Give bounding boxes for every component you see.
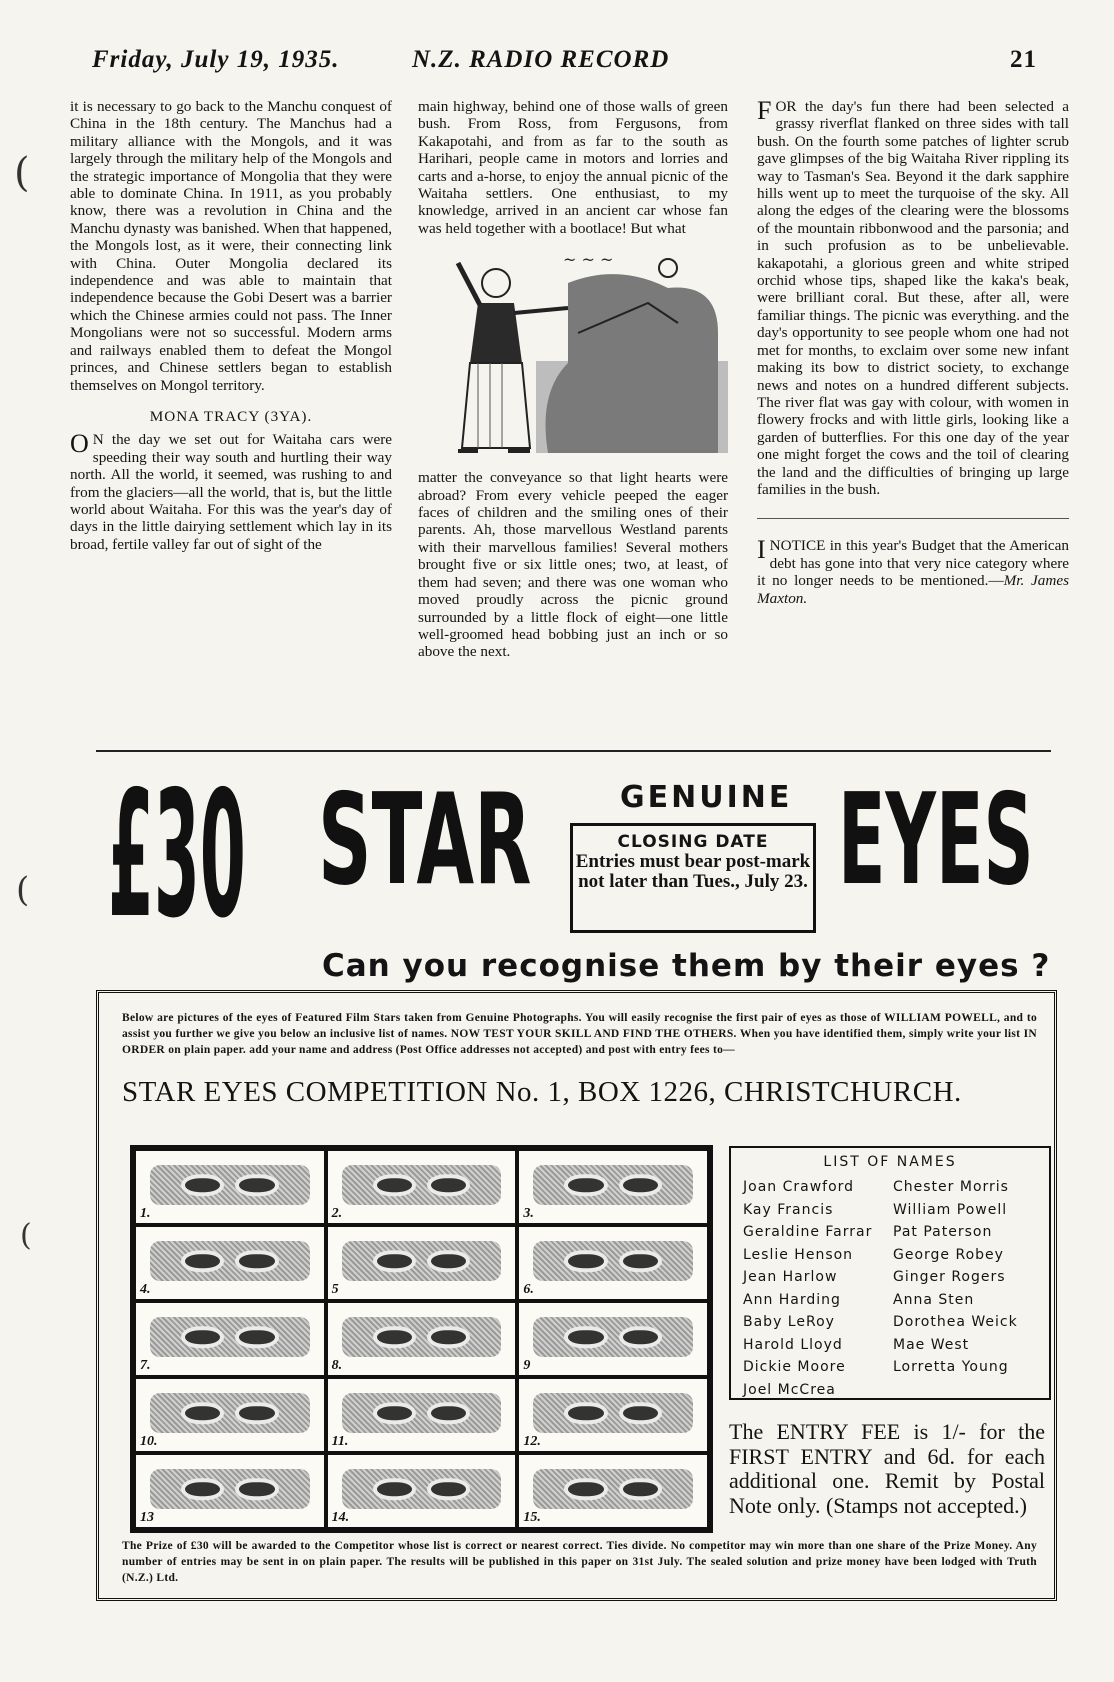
eye-icon bbox=[568, 1254, 603, 1268]
eye-photo bbox=[150, 1317, 310, 1357]
names-column-left bbox=[743, 1176, 872, 1401]
closing-date-text: Entries must bear post-mark not later than Tues., July 23. bbox=[575, 851, 811, 892]
film-star-name: William Powell bbox=[893, 1201, 1008, 1218]
eye-icon bbox=[185, 1482, 220, 1496]
eye-icon bbox=[239, 1406, 274, 1420]
eye-icon bbox=[377, 1330, 412, 1344]
eye-icon bbox=[185, 1178, 220, 1192]
eye-icon bbox=[431, 1482, 466, 1496]
eye-photo-cell bbox=[517, 1149, 709, 1225]
eye-icon bbox=[185, 1254, 220, 1268]
eye-photo bbox=[533, 1241, 693, 1281]
svg-text:~ ~ ~: ~ ~ ~ bbox=[563, 250, 614, 270]
eye-icon bbox=[568, 1482, 603, 1496]
eye-photo-number: 13 bbox=[140, 1510, 154, 1525]
eye-photo bbox=[342, 1165, 502, 1205]
film-star-name: Lorretta Young bbox=[893, 1359, 1009, 1375]
eye-photo-number: 9 bbox=[523, 1358, 531, 1373]
margin-bracket: ( bbox=[20, 1218, 32, 1253]
eye-photo-number: 15. bbox=[523, 1510, 541, 1525]
eye-icon bbox=[431, 1178, 466, 1192]
eye-photo bbox=[342, 1317, 502, 1357]
film-star-name: Pat Paterson bbox=[893, 1224, 993, 1240]
eye-photo bbox=[342, 1241, 502, 1281]
woman-head bbox=[482, 269, 510, 297]
eye-photo-cell bbox=[326, 1149, 518, 1225]
eye-photo-number: 4. bbox=[140, 1282, 151, 1297]
drop-cap: O bbox=[70, 429, 89, 459]
eye-photo-cell bbox=[134, 1377, 326, 1453]
film-star-name: Jean Harlow bbox=[743, 1269, 838, 1285]
eye-icon bbox=[623, 1406, 658, 1420]
highway-paragraph: main highway, behind one of those walls of green bush. From Ross, from Fergusons, from Kakapotahi, and from as far to the south as Harihari, people came in motors and lorries and carts and a-horse, to enjoy the annual picnic of the Waitaha settlers. One enthusiast, to my knowledge, arrived in an ancient car whose fan was held together with a bootlace! But what bbox=[418, 98, 728, 237]
budget-text: NOTICE in this year's Budget that the American debt has gone into that very nice category where it no longer needs to be mentioned.— bbox=[757, 537, 1069, 590]
film-star-name: Harold Lloyd bbox=[743, 1336, 843, 1353]
competition-intro: Below are pictures of the eyes of Featured Film Stars taken from Genuine Photographs. You will easily recognise the first pair of eyes as those of WILLIAM POWELL, and to assist you further we give you below an inclusive list of names. NOW TEST YOUR SKILL AND FIND THE OTHERS. When you have identified them, simply write your list IN ORDER on plain paper. add your name and address (Post Office addresses not accepted) and post with entry fees to— bbox=[122, 1012, 1037, 1056]
conveyance-paragraph: matter the conveyance so that light hearts were abroad? From every vehicle peeped the eager faces of children and the smiling ones of their parents. Ah, those marvellous Westland parents with their marvellous families! Several mothers brought five or six little ones; two, at least, of them had seven; and there was one woman who moved proudly across the picnic ground surrounded by a little flock of eight—one little well-groomed head bobbing just an inch or so above the next. bbox=[418, 469, 728, 661]
film-star-name: George Robey bbox=[893, 1246, 1004, 1263]
eye-icon bbox=[377, 1178, 412, 1192]
film-star-name: Baby LeRoy bbox=[743, 1314, 835, 1330]
eye-icon bbox=[623, 1330, 658, 1344]
genuine-label: GENUINE bbox=[620, 780, 793, 815]
film-star-name: Anna Sten bbox=[893, 1291, 975, 1308]
eye-photo bbox=[150, 1469, 310, 1509]
eye-photo-number: 8. bbox=[331, 1358, 343, 1373]
eye-photo-number: 12. bbox=[523, 1434, 541, 1449]
prize-rules: The Prize of £30 will be awarded to the Competitor whose list is correct or nearest correct. Ties divide. No competitor may win more than one share of the Prize Money. Any number of entries may be sent in on plain paper. The results will be published in this paper on 31st July. The sealed solution and prize money have been lodged with Truth (N.Z.) Ltd. bbox=[122, 1540, 1037, 1584]
eye-photo-cell bbox=[134, 1149, 326, 1225]
bush-shape bbox=[546, 274, 719, 453]
eye-photo bbox=[533, 1165, 693, 1205]
eye-photo-cell bbox=[326, 1301, 518, 1377]
woman-apron bbox=[462, 363, 530, 448]
eye-icon bbox=[568, 1406, 603, 1420]
eye-icon bbox=[239, 1254, 274, 1268]
film-star-name: Dickie Moore bbox=[743, 1359, 846, 1375]
eye-photo-number: 11. bbox=[331, 1434, 349, 1449]
eye-photo-cell bbox=[134, 1225, 326, 1301]
eye-icon bbox=[377, 1482, 412, 1496]
ad-tagline: Can you recognise them by their eyes ? bbox=[322, 948, 1051, 984]
eye-photo-cell bbox=[134, 1301, 326, 1377]
names-column-right bbox=[893, 1176, 1018, 1379]
eye-photo-cell bbox=[517, 1377, 709, 1453]
eye-icon bbox=[377, 1406, 412, 1420]
byline-mona-tracy: MONA TRACY (3YA). bbox=[149, 407, 313, 425]
eye-photo bbox=[150, 1241, 310, 1281]
margin-bracket: ( bbox=[14, 150, 30, 196]
eye-photo-cell bbox=[326, 1225, 518, 1301]
article-column-1 bbox=[70, 98, 392, 553]
competition-address: STAR EYES COMPETITION No. 1, BOX 1226, CHRISTCHURCH. bbox=[122, 1076, 962, 1108]
film-star-name: Dorothea Weick bbox=[893, 1314, 1018, 1330]
eye-icon bbox=[431, 1330, 466, 1344]
eye-icon bbox=[568, 1178, 603, 1192]
eye-photo-number: 2. bbox=[331, 1206, 343, 1221]
eye-icon bbox=[431, 1406, 466, 1420]
film-star-name: Mae West bbox=[893, 1336, 970, 1353]
page-number: 21 bbox=[1010, 46, 1037, 73]
waitaha-text: N the day we set out for Waitaha cars were speeding their way south and hurtling their way north. All the world, it seemed, was rushing to and from the glaciers—all the world, that is, but the little world about Waitaha. For this was the year's day of days in the little dairying settlement which lay in its broad, fertile valley far out of sight of the bbox=[70, 431, 392, 553]
film-star-name: Ann Harding bbox=[743, 1291, 841, 1308]
film-star-name: Ginger Rogers bbox=[893, 1269, 1006, 1285]
closing-date-title: CLOSING DATE bbox=[617, 832, 769, 852]
eye-photo-number: 1. bbox=[140, 1206, 151, 1221]
star-heading: STAR bbox=[318, 767, 532, 914]
eye-icon bbox=[185, 1330, 220, 1344]
picnic-text: OR the day's fun there had been selected a grassy riverflat flanked on three sides with tall bush. On the fourth some patches of lighter scrub gave glimpses of the big Waitaha River rippling its way to Tasman's Sea. Beyond it the dark sapphire hills went up to meet the turquoise of the sky. All along the edges of the clearing were the blossoms of the mountain ribbonwood and the parsonia; and in such profusion as to be unbelievable. kakapotahi, a glorious green and white striped orchid whose tips, shaped like the kaka's beak, were brilliant coral. But these, after all, were familiar things. The picnic was everything. and the day's opportunity to see people whom one had not met for months, to exclaim over some new infant making its bow to district society, to exchange news and notes on a hundred different subjects. The river flat was gay with colour, with women in flowery frocks and with little girls, looking like a garden of butterflies. For this one day of the year one might forget the cows and the toil of clearing the land and the difficulties of bringing up large families in the bush. bbox=[757, 98, 1069, 498]
eye-photo bbox=[150, 1165, 310, 1205]
eye-icon bbox=[239, 1482, 274, 1496]
mongolia-paragraph: it is necessary to go back to the Manchu conquest of China in the 18th century. The Manchus had a military alliance with the Mongols, and it was largely through the military help of the Mongols and the strategic importance of Mongolia that they were able to dominate China. In 1911, as you probably know, there was a revolution in China and the Manchu dynasty was banished. When that happened, the Mongols lost, as it were, their connecting link with China. Outer Mongolia declared its independence and was able to maintain that independence because the Gobi Desert was a barrier which the Chinese armies could not pass. The Inner Mongolians were not so successful. Modern arms and railways enabled them to defeat the Mongol princes, and Chinese settlers began to establish themselves on Mongol territory. bbox=[70, 98, 392, 394]
eye-icon bbox=[623, 1178, 658, 1192]
waitaha-paragraph bbox=[70, 431, 392, 553]
issue-date: Friday, July 19, 1935. bbox=[92, 46, 340, 73]
film-star-name: Joel McCrea bbox=[743, 1381, 836, 1398]
eye-photo bbox=[533, 1393, 693, 1433]
column-divider bbox=[757, 518, 1069, 519]
eye-icon bbox=[377, 1254, 412, 1268]
article-column-2 bbox=[418, 98, 728, 661]
eye-icon bbox=[239, 1330, 274, 1344]
prize-amount: £30 bbox=[108, 755, 246, 958]
budget-paragraph bbox=[757, 537, 1069, 607]
eye-photo-number: 14. bbox=[331, 1510, 350, 1525]
eye-icon bbox=[431, 1254, 466, 1268]
eye-icon bbox=[185, 1406, 220, 1420]
film-star-name: Geraldine Farrar bbox=[743, 1224, 873, 1240]
eye-photo-number: 3. bbox=[523, 1206, 534, 1221]
ad-top-rule bbox=[96, 750, 1051, 752]
eyes-heading: EYES bbox=[838, 767, 1034, 914]
film-star-name: Leslie Henson bbox=[743, 1246, 854, 1263]
eye-icon bbox=[568, 1330, 603, 1344]
film-star-name: Kay Francis bbox=[743, 1201, 834, 1218]
film-star-name: Chester Morris bbox=[893, 1179, 1009, 1195]
eye-icon bbox=[623, 1254, 658, 1268]
eye-photo-number: 10. bbox=[140, 1434, 158, 1449]
eye-photo-number: 6. bbox=[523, 1282, 534, 1297]
closing-date-box bbox=[570, 823, 816, 933]
names-list-title: LIST OF NAMES bbox=[823, 1154, 957, 1170]
eye-photo bbox=[150, 1393, 310, 1433]
entry-fee-notice: The ENTRY FEE is 1/- for the FIRST ENTRY and 6d. for each additional one. Remit by Postal Note only. (Stamps not accepted.) bbox=[729, 1419, 1045, 1518]
eye-photo bbox=[342, 1393, 502, 1433]
eye-photo bbox=[342, 1469, 502, 1509]
publication-title: N.Z. RADIO RECORD bbox=[412, 46, 670, 73]
picnic-paragraph bbox=[757, 98, 1069, 498]
eye-photo-cell bbox=[134, 1453, 326, 1529]
eye-photo bbox=[533, 1317, 693, 1357]
budget-attribution: Mr. James Maxton. bbox=[757, 572, 1069, 607]
eyes-photo-grid bbox=[130, 1145, 713, 1533]
eye-photo-cell bbox=[517, 1453, 709, 1529]
eye-photo-cell bbox=[517, 1301, 709, 1377]
eye-icon bbox=[239, 1178, 274, 1192]
eye-photo-number: 5 bbox=[331, 1282, 339, 1297]
eye-icon bbox=[623, 1482, 658, 1496]
eye-photo-cell bbox=[326, 1377, 518, 1453]
article-column-3 bbox=[757, 98, 1069, 607]
drop-cap: F bbox=[757, 96, 772, 125]
list-of-names-box bbox=[729, 1146, 1051, 1400]
picnic-illustration bbox=[418, 243, 728, 463]
eye-photo bbox=[533, 1469, 693, 1509]
drop-cap: I bbox=[757, 535, 766, 565]
eye-photo-number: 7. bbox=[140, 1358, 151, 1373]
film-star-name: Joan Crawford bbox=[743, 1179, 855, 1195]
eye-photo-cell bbox=[517, 1225, 709, 1301]
eye-photo-cell bbox=[326, 1453, 518, 1529]
margin-bracket: ( bbox=[16, 870, 30, 910]
